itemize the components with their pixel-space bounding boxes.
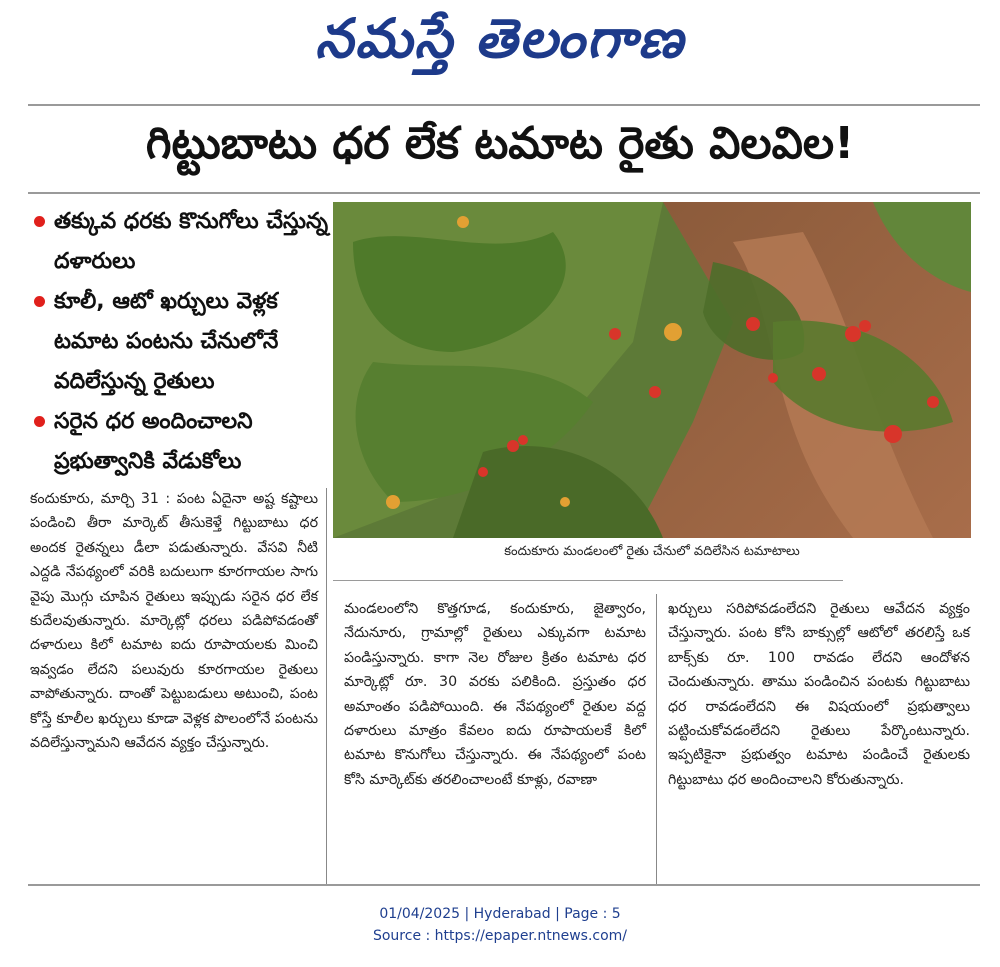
highlight-item xyxy=(30,402,330,482)
footer-source[interactable]: Source : https://epaper.ntnews.com/ xyxy=(372,928,628,944)
article-column-3: ఖర్చులు సరిపోవడంలేదని రైతులు ఆవేదన వ్యక్తం చేస్తున్నారు. పంట కోసి బాక్సుల్లో ఆటోలో తరలిస్తే ఒక బాక్స్‌కు రూ. 100 రావడం లేదని ఆందోళన చెందుతున్నారు. తాము పండించిన పంటకు గిట్టుబాటు ధర రావడంలేదని ఈ విషయంలో ప్రభుత్వాలు పట్టించుకోవడంలేదని రైతులు పేర్కొంటున్నారు. ఇప్పటికైనా ప్రభుత్వం టమాట పండించే రైతులకు గిట్టుబాటు ధర అందించాలని కోరుతున్నారు. xyxy=(668,601,970,788)
bullet-dot-icon xyxy=(34,296,45,307)
top-rule xyxy=(28,104,980,106)
headline-rule xyxy=(28,192,980,194)
highlight-text: కూలీ, ఆటో ఖర్చులు వెళ్లక టమాట పంటను చేనులోనే వదిలేస్తున్న రైతులు xyxy=(54,289,279,394)
column-divider xyxy=(656,594,657,884)
photo-caption: కందుకూరు మండలంలో రైతు చేనులో వదిలేసిన టమాటాలు xyxy=(504,544,800,559)
highlight-item xyxy=(30,202,330,282)
column-divider xyxy=(326,488,327,884)
bullet-dot-icon xyxy=(34,216,45,227)
bottom-rule xyxy=(28,884,980,886)
highlight-text: తక్కువ ధరకు కొనుగోలు చేస్తున్న దళారులు xyxy=(54,209,328,274)
tomato-field-photo xyxy=(333,202,971,538)
highlight-item xyxy=(30,282,330,402)
article-column-2: మండలంలోని కొత్తగూడ, కందుకూరు, జైత్వారం, నేదునూరు, గ్రామాల్లో రైతులు ఎక్కువగా టమాట పండిస్తున్నారు. కాగా నెల రోజుల క్రితం టమాట ధర మార్కెట్లో రూ. 30 వరకు పలికింది. ప్రస్తుతం ధర అమాంతం పడిపోయింది. ఈ నేపథ్యంలో రైతుల వద్ద దళారులు మాత్రం కేవలం ఐదు రూపాయలకే కిలో టమాట కొనుగోలు చేస్తున్నారు. ఈ నేపథ్యంలో పంట కోసి మార్కెట్‌కు తరలించాలంటే కూళ్లు, రవాణా xyxy=(344,601,646,788)
caption-rule xyxy=(333,580,843,581)
article-column-1: కందుకూరు, మార్చి 31 : పంట ఏదైనా అష్ట కష్టాలు పండించి తీరా మార్కెట్ తీసుకెళ్తే గిట్టుబాటు ధర అందక రైతన్నలు డీలా పడుతున్నారు. వేసవి నీటి ఎద్దడి నేపథ్యంలో వరికి బదులుగా కూరగాయల సాగు వైపు మొగ్గు చూపిన రైతులు ఇప్పుడు సరైన ధర లేక కుదేలవుతున్నారు. మార్కెట్లో ధరలు పడిపోవడంతో దళారులు కిలో టమాట ఐదు రూపాయలకు మించి ఇవ్వడం లేదని పలువురు కూరగాయల రైతులు వాపోతున్నారు. దాంతో పెట్టుబడులు అటుంచి, పంట కోస్తే కూలీల ఖర్చులు కూడా వెళ్లక పొలంలోనే పంటను వదిలేస్తున్నామని ఆవేదన వ్యక్తం చేస్తున్నారు. xyxy=(30,491,318,752)
tomato-field-illustration xyxy=(333,202,971,538)
masthead-title: నమస్తే తెలంగాణ xyxy=(315,6,685,70)
article-headline: గిట్టుబాటు ధర లేక టమాట రైతు విలవిల! xyxy=(145,118,855,169)
highlights-list xyxy=(30,202,330,482)
footer-info: 01/04/2025 | Hyderabad | Page : 5 xyxy=(379,906,621,922)
bullet-dot-icon xyxy=(34,416,45,427)
highlight-text: సరైన ధర అందించాలని ప్రభుత్వానికి వేడుకోలు xyxy=(54,409,253,474)
